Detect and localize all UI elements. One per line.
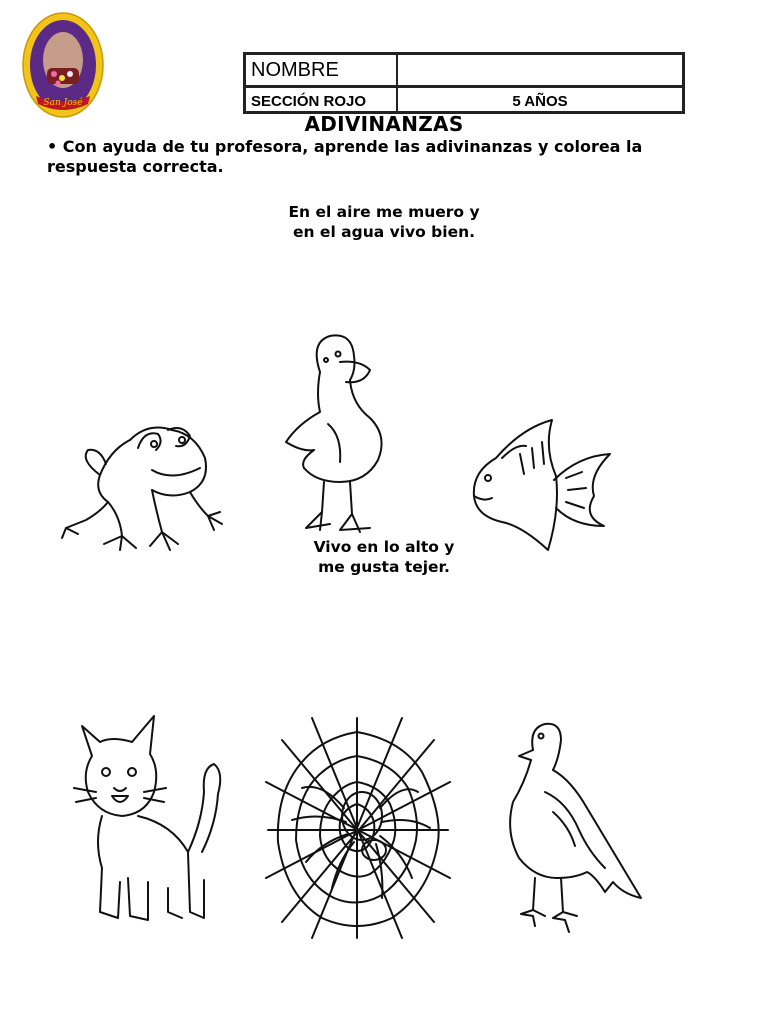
spider-web-drawing[interactable]: [262, 712, 452, 944]
age-label: 5 AÑOS: [512, 92, 568, 110]
duck-drawing[interactable]: [280, 332, 395, 547]
name-label: NOMBRE: [251, 58, 339, 81]
section-label: SECCIÓN ROJO: [251, 92, 367, 110]
riddle-2: [0, 537, 768, 577]
frog-drawing[interactable]: [60, 420, 225, 555]
student-info-table: [243, 52, 685, 114]
instruction-text: • Con ayuda de tu profesora, aprende las adivinanzas y colorea la respuesta correcta.: [47, 137, 643, 176]
cat-drawing[interactable]: [72, 712, 227, 930]
page-title: ADIVINANZAS: [304, 112, 464, 136]
riddle-1-line-1: En el aire me muero y: [288, 203, 480, 221]
riddle-2-line-2: me gusta tejer.: [318, 558, 450, 576]
fish-drawing[interactable]: [462, 418, 612, 553]
riddle-1-line-2: en el agua vivo bien.: [292, 223, 476, 241]
riddle-2-line-1: Vivo en lo alto y: [313, 538, 455, 556]
school-logo: [22, 12, 104, 118]
pigeon-drawing[interactable]: [505, 722, 645, 934]
name-field[interactable]: [398, 55, 682, 85]
svg-text:San José: San José: [43, 98, 83, 108]
riddle-1: [0, 202, 768, 242]
